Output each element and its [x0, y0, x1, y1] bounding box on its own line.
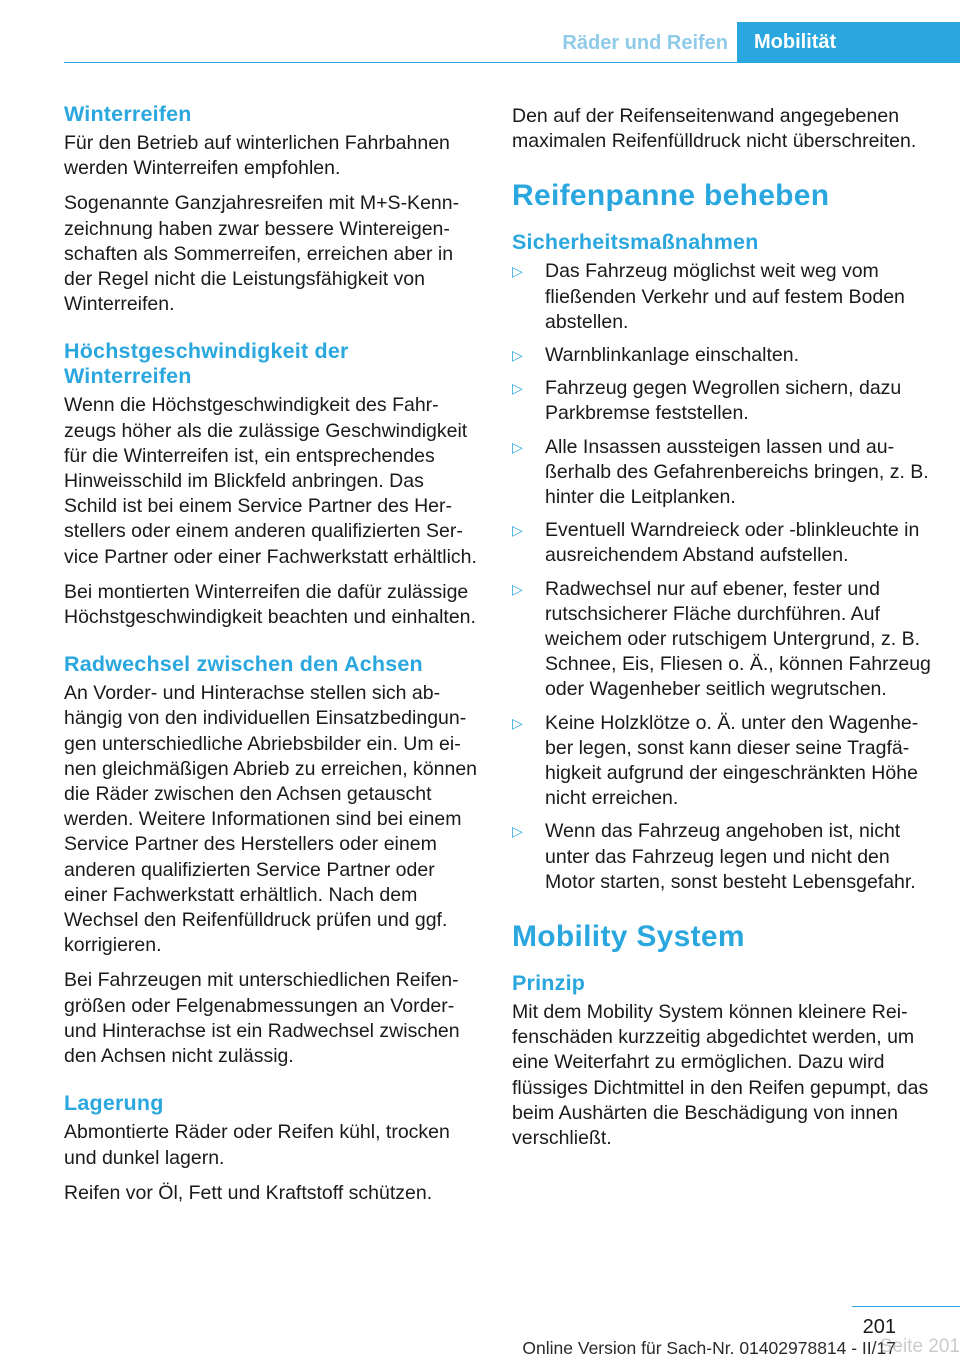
list-item — [512, 376, 932, 426]
list-item-text: Warnblinkanlage einschalten. — [545, 344, 800, 367]
pressure-note-paragraph: Den auf der Reifenseitenwand angegebenen maximalen Reifenfülldruck nicht überschreiten. — [512, 105, 917, 153]
max-speed-heading — [64, 339, 482, 389]
bullet-triangle-icon: ▷ — [512, 522, 523, 539]
winter-tires-heading: Winterreifen — [64, 102, 192, 126]
bullet-triangle-icon: ▷ — [512, 823, 523, 840]
footer-rule — [852, 1306, 960, 1307]
list-item — [512, 711, 932, 812]
list-item-text: Alle Insassen aussteigen lassen und außerhalb des Gefahrenbereichs bringen, z. B. hinter die Leitplanken. — [545, 435, 929, 509]
mobility-system-heading: Mobility System — [512, 920, 745, 954]
storage-paragraph-2: Reifen vor Öl, Fett und Kraftstoff schützen. — [64, 1181, 433, 1204]
list-item — [512, 577, 932, 703]
puncture-repair-heading: Reifenpanne beheben — [512, 179, 830, 213]
bullet-triangle-icon: ▷ — [512, 714, 523, 731]
online-version-note: Online Version für Sach-Nr. 01402978814 - II/17 — [522, 1338, 896, 1358]
winter-tires-paragraph-1: Für den Betrieb auf winterlichen Fahrbahnen werden Winterreifen empfohlen. — [64, 132, 450, 180]
list-item — [512, 259, 932, 335]
wheel-swap-heading: Radwechsel zwischen den Achsen — [64, 652, 423, 677]
winter-tires-paragraph-2: Sogenannte Ganzjahresreifen mit M+S-Kennzeichnung haben zwar bessere Wintereigenschaften als Sommerreifen, erreichen aber in der Regel nicht die Leistungsfähigkeit von Winterreifen. — [64, 192, 460, 316]
principle-heading: Prinzip — [512, 971, 586, 996]
bullet-triangle-icon: ▷ — [512, 438, 523, 455]
safety-measures-heading: Sicherheitsmaßnahmen — [512, 230, 759, 255]
max-speed-paragraph-2: Bei montierten Winterreifen die dafür zulässige Höchstgeschwindigkeit beachten und einhalten. — [64, 580, 476, 629]
bullet-triangle-icon: ▷ — [512, 580, 523, 597]
bullet-triangle-icon: ▷ — [512, 263, 523, 280]
list-item-text: Radwechsel nur auf ebener, fester und rutschsicherer Fläche durchführen. Auf weichem oder rutschigem Untergrund, z. B. Schnee, Eis, Fliesen o. Ä., können Fahrzeug oder Wagenheber seitlich wegrutschen. — [545, 577, 931, 701]
bullet-triangle-icon: ▷ — [512, 347, 523, 364]
storage-paragraph-1: Abmontierte Räder oder Reifen kühl, trocken und dunkel lagern. — [64, 1121, 450, 1169]
list-item — [512, 343, 932, 368]
storage-heading: Lagerung — [64, 1091, 164, 1116]
header-chapter-tab: Mobilität — [737, 22, 960, 62]
wheel-swap-paragraph-1: An Vorder- und Hinterachse stellen sich abhängig von den individuellen Einsatzbedingungen unterschiedliche Abriebsbilder ein. Um einen gleichmäßigen Abrieb zu erreichen, können die Räder zwischen den Achsen getauscht werden. Weitere Informationen sind bei einem Service Partner des Herstellers oder einem anderen qualifizierten Service Partner oder einer Fachwerkstatt erhältlich. Nach dem Wechsel den Reifenfülldruck prüfen und ggf. korrigieren. — [64, 682, 478, 957]
safety-measures-list — [512, 259, 932, 895]
list-item-text: Eventuell Warndreieck oder -blinkleuchte in ausreichendem Abstand aufstellen. — [545, 519, 920, 567]
header-section-title: Räder und Reifen — [562, 32, 728, 54]
max-speed-heading-line-2: Winterreifen — [64, 364, 192, 389]
page-number: 201 — [862, 1316, 896, 1338]
bullet-triangle-icon: ▷ — [512, 380, 523, 397]
right-column — [512, 104, 932, 1161]
list-item-text: Fahrzeug gegen Wegrollen sichern, dazu Parkbremse feststellen. — [545, 377, 902, 425]
list-item — [512, 435, 932, 511]
left-column — [64, 102, 482, 1216]
max-speed-heading-line-1: Höchstgeschwindigkeit der — [64, 339, 349, 364]
header-rule — [64, 62, 960, 63]
list-item-text: Wenn das Fahrzeug angehoben ist, nicht unter das Fahrzeug legen und nicht den Motor starten, sonst besteht Lebensgefahr. — [545, 820, 916, 893]
watermark-text: Seite 201 — [879, 1336, 960, 1357]
list-item — [512, 518, 932, 568]
list-item — [512, 819, 932, 895]
wheel-swap-paragraph-2: Bei Fahrzeugen mit unterschiedlichen Reifengrößen oder Felgenabmessungen an Vorder- und Hinterachse ist ein Radwechsel zwischen den Achsen nicht zulässig. — [64, 969, 460, 1068]
list-item-text: Das Fahrzeug möglichst weit weg vom fließenden Verkehr und auf festem Boden abstellen. — [545, 260, 905, 333]
principle-paragraph: Mit dem Mobility System können kleinere Reifenschäden kurzzeitig abgedichtet werden, um eine Weiterfahrt zu ermöglichen. Dazu wird flüssiges Dichtmittel in den Reifen gepumpt, das beim Aushärten die Beschädigung von innen verschließt. — [512, 1001, 929, 1150]
list-item-text: Keine Holzklötze o. Ä. unter den Wagenheber legen, sonst kann dieser seine Tragfähigkeit aufgrund der eingeschränkten Höhe nicht erreichen. — [545, 711, 919, 810]
max-speed-paragraph-1: Wenn die Höchstgeschwindigkeit des Fahrzeugs höher als die zulässige Geschwindigkeit für die Winterreifen ist, ein entsprechendes Hinweisschild im Blickfeld anbringen. Das Schild ist bei einem Service Partner des Herstellers oder einem anderen qualifizierten Service Partner oder einer Fachwerkstatt erhältlich. — [64, 394, 477, 568]
